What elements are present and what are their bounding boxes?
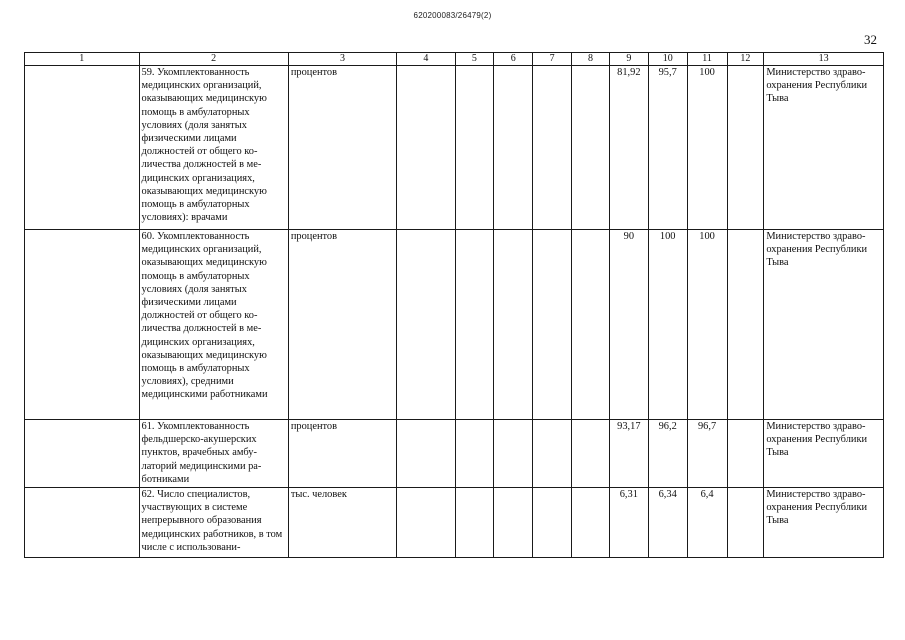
table-row	[25, 66, 884, 230]
value-col10: 100	[648, 230, 687, 420]
cell-col8	[572, 66, 610, 230]
column-header: 2	[139, 53, 288, 66]
column-header: 13	[764, 53, 884, 66]
cell-col1	[25, 420, 140, 488]
responsible-cell: Министерство здравоохранения Республики Тыва	[764, 230, 884, 420]
column-header: 6	[494, 53, 533, 66]
cell-col7	[533, 420, 572, 488]
table-row	[25, 230, 884, 420]
value-col9: 6,31	[609, 488, 648, 558]
cell-col6	[494, 420, 533, 488]
column-header: 9	[609, 53, 648, 66]
column-header: 5	[455, 53, 494, 66]
cell-col7	[533, 230, 572, 420]
responsible-cell: Министерство здравоохранения Республики Тыва	[764, 420, 884, 488]
cell-col7	[533, 488, 572, 558]
indicator-name: 61. Укомплектованность фельдшерско-акушерских пунктов, врачебных амбулаторий медицинскими работниками	[139, 420, 288, 488]
value-col9: 90	[609, 230, 648, 420]
table-row	[25, 488, 884, 558]
column-header: 3	[288, 53, 396, 66]
cell-col6	[494, 66, 533, 230]
responsible-cell: Министерство здравоохранения Республики Тыва	[764, 488, 884, 558]
cell-col8	[572, 420, 610, 488]
cell-col6	[494, 230, 533, 420]
table-row	[25, 420, 884, 488]
value-col11: 100	[687, 66, 727, 230]
unit-cell: процентов	[288, 66, 396, 230]
cell-col4	[397, 420, 455, 488]
cell-col8	[572, 230, 610, 420]
column-header: 8	[572, 53, 610, 66]
document-id: 620200083/26479(2)	[413, 11, 492, 20]
value-col9: 93,17	[609, 420, 648, 488]
cell-col12	[727, 488, 764, 558]
indicators-table	[24, 52, 884, 558]
indicator-name: 62. Число специалистов, участвующих в системе непрерывного образования медицинских работников, в том числе с использовани-	[139, 488, 288, 558]
value-col10: 95,7	[648, 66, 687, 230]
cell-col12	[727, 230, 764, 420]
cell-col5	[455, 420, 494, 488]
cell-col5	[455, 488, 494, 558]
cell-col8	[572, 488, 610, 558]
cell-col12	[727, 420, 764, 488]
value-col10: 96,2	[648, 420, 687, 488]
value-col11: 96,7	[687, 420, 727, 488]
column-header: 12	[727, 53, 764, 66]
unit-cell: тыс. человек	[288, 488, 396, 558]
cell-col6	[494, 488, 533, 558]
cell-col1	[25, 488, 140, 558]
value-col11: 6,4	[687, 488, 727, 558]
cell-col5	[455, 230, 494, 420]
cell-col12	[727, 66, 764, 230]
value-col10: 6,34	[648, 488, 687, 558]
page-number: 32	[864, 32, 877, 47]
unit-cell: процентов	[288, 230, 396, 420]
indicator-name: 60. Укомплектованность медицинских организаций, оказывающих медицинскую помощь в амбулаторных условиях (доля занятых физическими лицами должностей от общего количества должностей в медицинских организациях, оказывающих медицинскую помощь в амбулаторных условиях), средними медицинскими работниками	[139, 230, 288, 420]
responsible-cell: Министерство здравоохранения Республики Тыва	[764, 66, 884, 230]
cell-col7	[533, 66, 572, 230]
column-header: 4	[397, 53, 455, 66]
value-col11: 100	[687, 230, 727, 420]
cell-col1	[25, 66, 140, 230]
cell-col1	[25, 230, 140, 420]
column-header: 1	[25, 53, 140, 66]
column-header: 7	[533, 53, 572, 66]
cell-col4	[397, 66, 455, 230]
cell-col4	[397, 488, 455, 558]
column-header: 11	[687, 53, 727, 66]
value-col9: 81,92	[609, 66, 648, 230]
unit-cell: процентов	[288, 420, 396, 488]
indicator-name: 59. Укомплектованность медицинских организаций, оказывающих медицинскую помощь в амбулаторных условиях (доля занятых физическими лицами должностей от общего количества должностей в медицинских организациях, оказывающих медицинскую помощь в амбулаторных условиях): врачами	[139, 66, 288, 230]
cell-col5	[455, 66, 494, 230]
column-header: 10	[648, 53, 687, 66]
cell-col4	[397, 230, 455, 420]
column-number-row	[25, 53, 884, 66]
